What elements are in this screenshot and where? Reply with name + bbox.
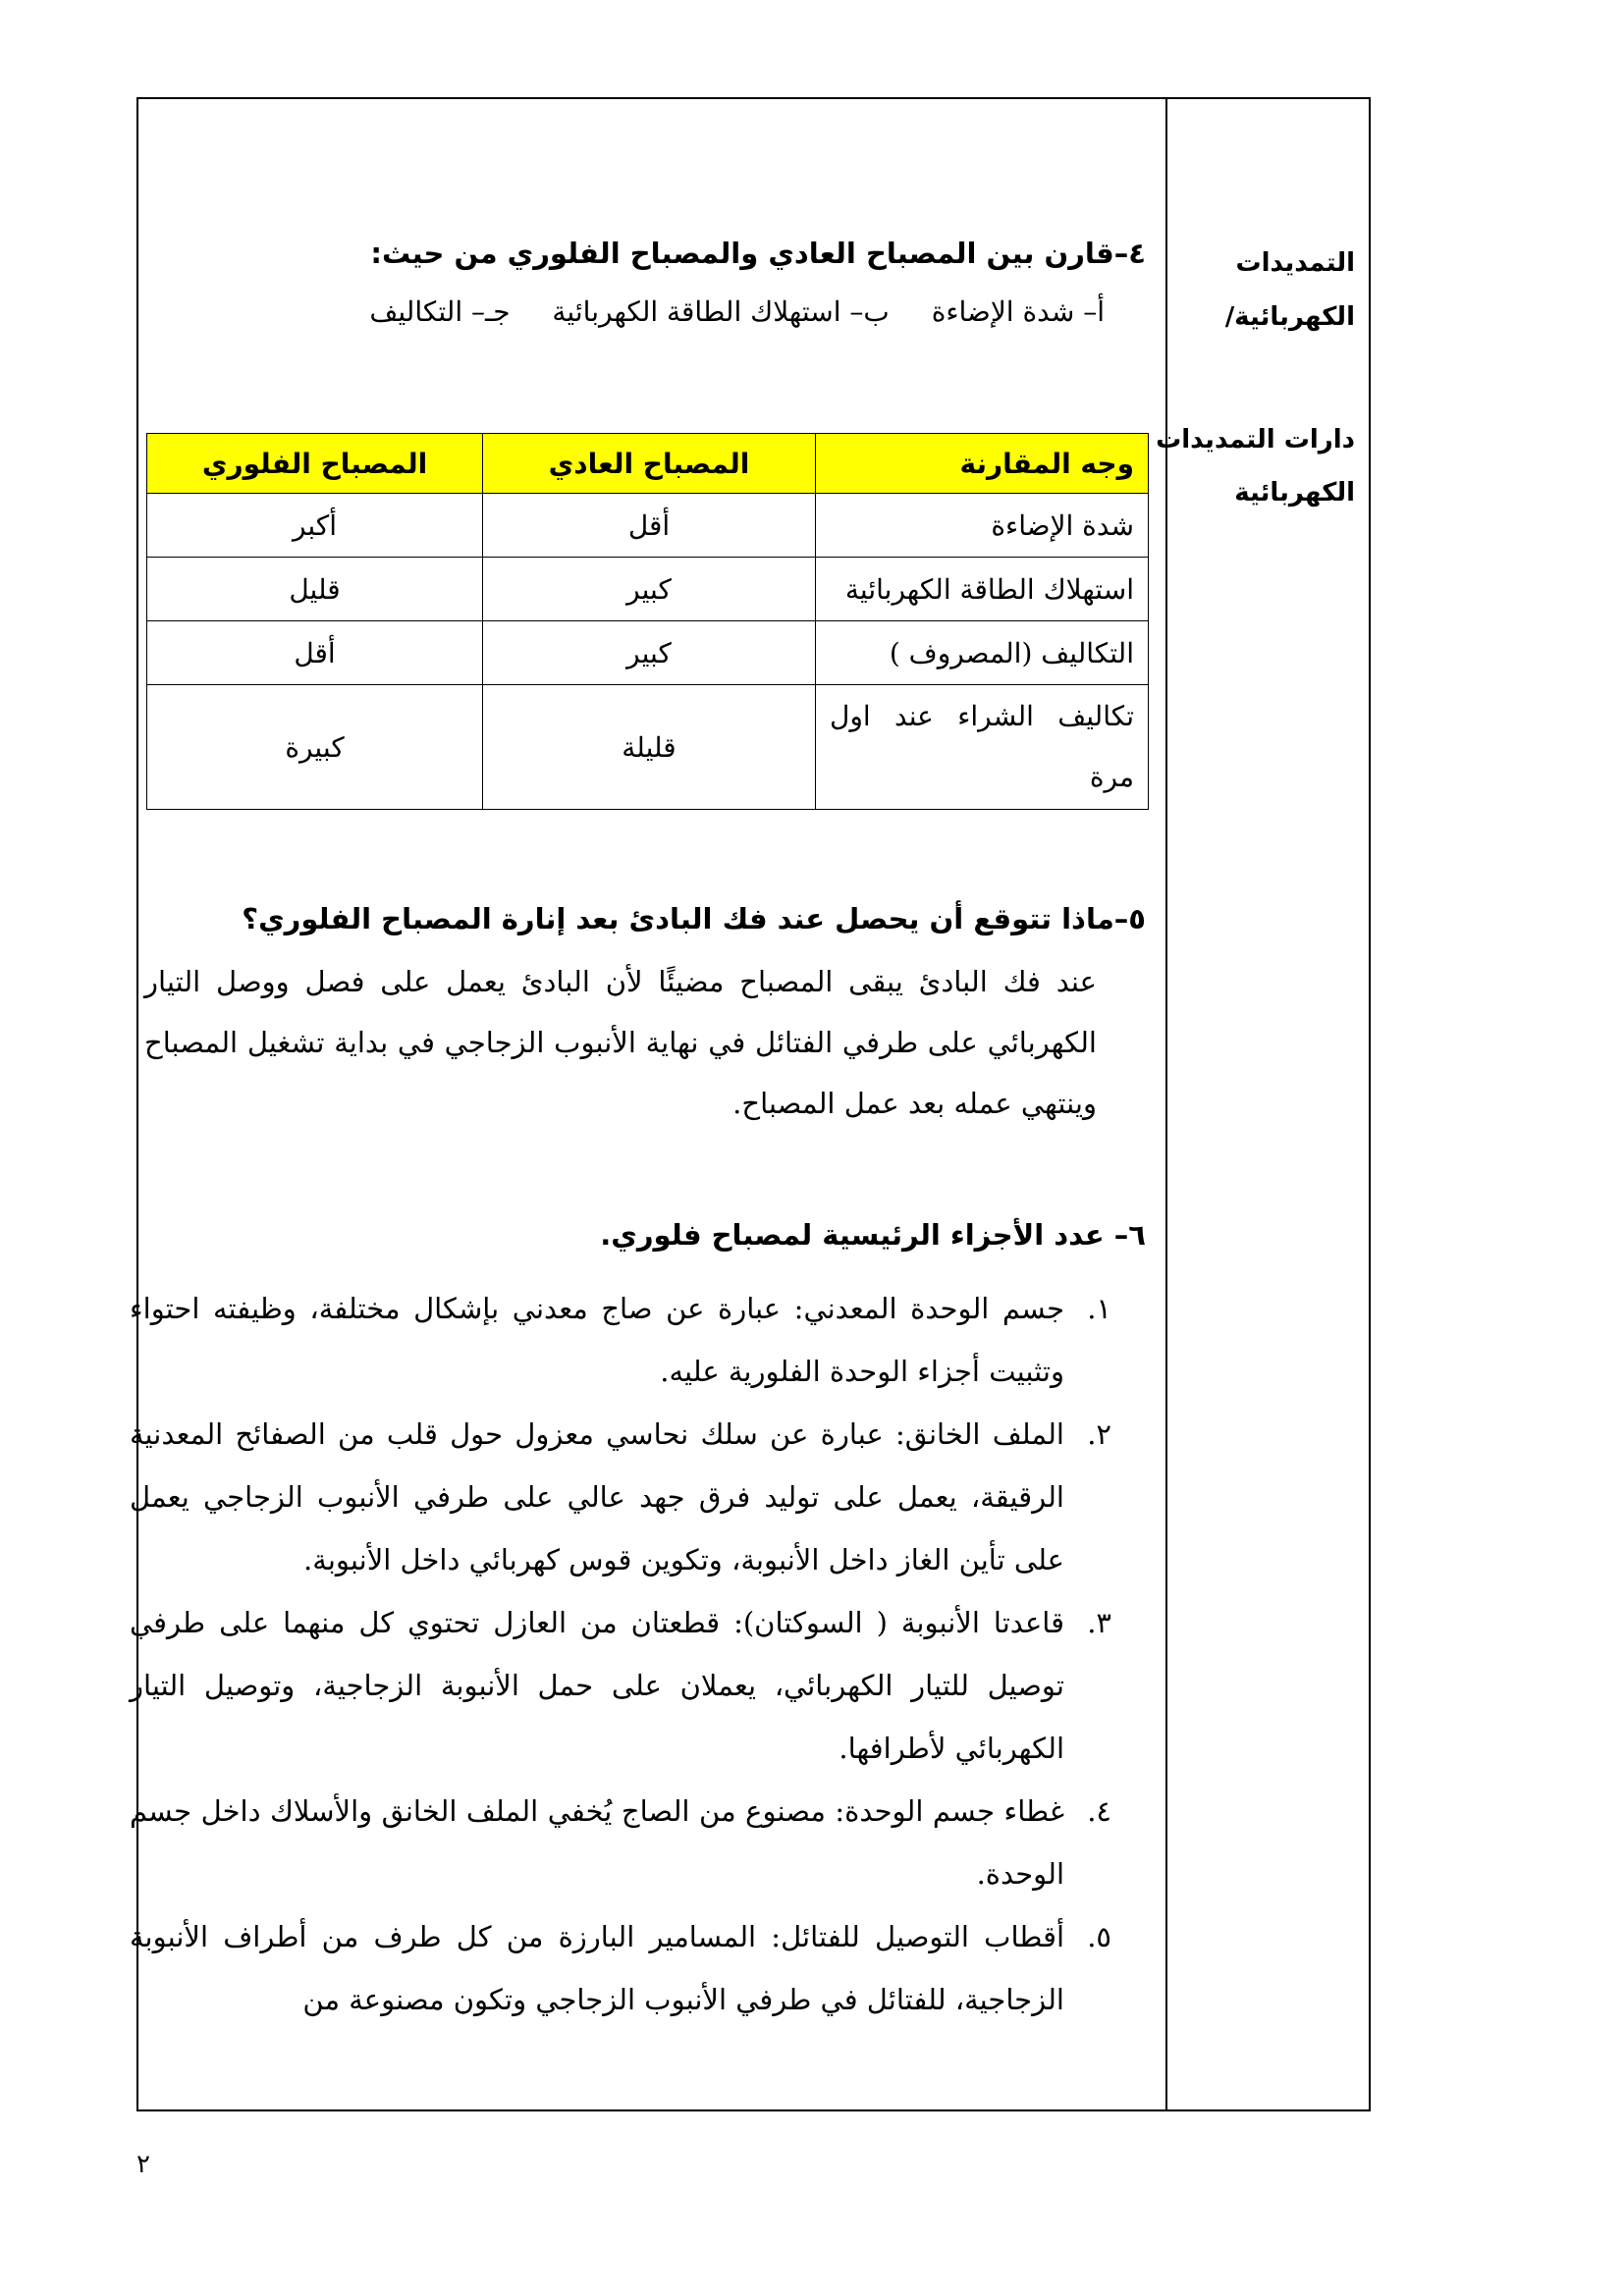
question-4-criteria [369, 295, 1105, 328]
table-cell: أكبر [147, 494, 483, 558]
table-cell: كبير [483, 558, 816, 621]
list-item: ٢. الملف الخانق: عبارة عن سلك نحاسي معزول حول قلب من الصفائح المعدنية الرقيقة، يعمل على توليد فرق جهد عالي على طرفي الأنبوب الزجاجي يعمل على تأين الغاز داخل الأنبوبة، وتكوين قوس كهربائي داخل الأنبوبة. [130, 1417, 1111, 1576]
question-5-answer: عند فك البادئ يبقى المصباح مضيئًا لأن البادئ يعمل على فصل ووصل التيار الكهربائي على طرفي الفتائل في نهاية الأنبوب الزجاجي في بداية تشغيل المصباح وينتهي عمله بعد عمل المصباح. [144, 965, 1097, 1120]
content-column [130, 99, 1165, 2109]
list-item: ١. جسم الوحدة المعدني: عبارة عن صاج معدني بإشكال مختلفة، وظيفته احتواء وتثبيت أجزاء الوحدة الفلورية عليه. [130, 1292, 1111, 1388]
table-cell: أقل [483, 494, 816, 558]
table-cell: شدة الإضاءة [816, 494, 1149, 558]
table-row [147, 621, 1149, 685]
subtopic-title: دارات التمديدات الكهربائية [1156, 425, 1355, 507]
list-item: ٤. غطاء جسم الوحدة: مصنوع من الصاج يُخفي الملف الخانق والأسلاك داخل جسم الوحدة. [130, 1794, 1111, 1891]
criterion-b: ب– استهلاك الطاقة الكهربائية [552, 295, 890, 328]
lesson-frame [130, 97, 1371, 2111]
topic-title: التمديدات الكهربائية/ [1224, 248, 1355, 332]
table-row [147, 494, 1149, 558]
table-cell: التكاليف (المصروف ) [816, 621, 1149, 685]
table-header-row [147, 434, 1149, 494]
criterion-a: أ– شدة الإضاءة [931, 295, 1105, 328]
header-fluorescent-lamp: المصباح الفلوري [147, 434, 483, 494]
list-item: ٣. قاعدتا الأنبوبة ( السوكتان): قطعتان من العازل تحتوي كل منهما على طرفي توصيل للتيار الكهربائي، يعملان على حمل الأنبوبة الزجاجية، وتوصيل التيار الكهربائي لأطرافها. [130, 1606, 1111, 1765]
question-6-title: ٦– عدد الأجزاء الرئيسية لمصباح فلوري. [600, 1218, 1146, 1252]
table-cell: كبيرة [147, 685, 483, 810]
table-cell: قليلة [483, 685, 816, 810]
table-cell: استهلاك الطاقة الكهربائية [816, 558, 1149, 621]
table-cell: أقل [147, 621, 483, 685]
header-ordinary-lamp: المصباح العادي [483, 434, 816, 494]
topic-column [1156, 99, 1369, 2109]
header-criterion: وجه المقارنة [816, 434, 1149, 494]
list-item: ٥. أقطاب التوصيل للفتائل: المسامير البارزة من كل طرف من أطراف الأنبوبة الزجاجية، للفتائل في طرفي الأنبوب الزجاجي وتكون مصنوعة من [130, 1920, 1111, 2016]
comparison-table [146, 433, 1149, 810]
table-row [147, 558, 1149, 621]
question-4-title: ٤–قارن بين المصباح العادي والمصباح الفلوري من حيث: [370, 237, 1146, 270]
table-cell: قليل [147, 558, 483, 621]
table-cell: تكاليف الشراء عند اول مرة [816, 685, 1149, 810]
page-number: ٢ [136, 2150, 150, 2179]
question-5-title: ٥–ماذا تتوقع أن يحصل عند فك البادئ بعد إنارة المصباح الفلوري؟ [242, 902, 1146, 935]
table-row [147, 685, 1149, 810]
parts-list [130, 1277, 1111, 2031]
criterion-c: جـ– التكاليف [369, 295, 511, 328]
table-cell: كبير [483, 621, 816, 685]
